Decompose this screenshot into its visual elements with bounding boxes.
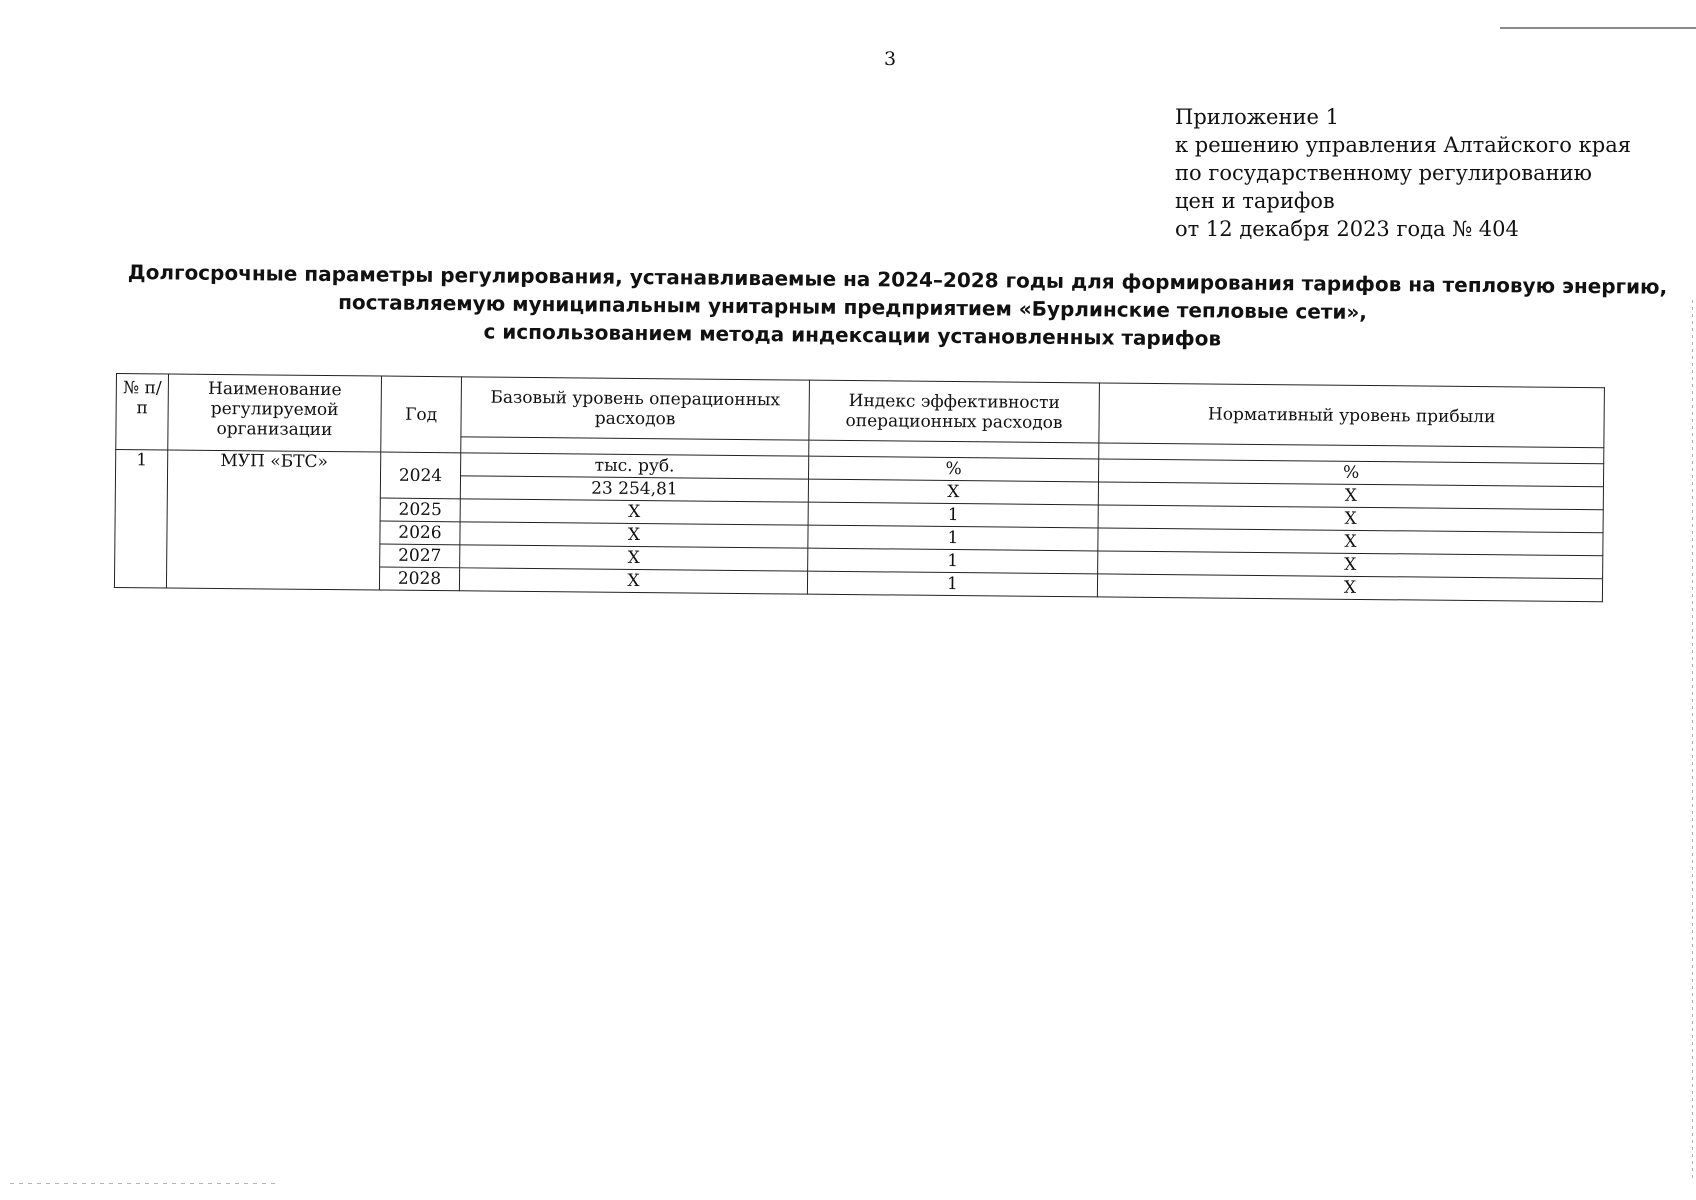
page-number: 3 [883,48,897,70]
appendix-line: цен и тарифов [1175,189,1335,213]
unit-efficiency-index: % [809,456,1099,482]
year-cell: 2024 [380,452,460,499]
parameters-table-wrapper [114,373,1604,602]
year-cell: 2028 [379,567,459,591]
unit-base-level: тыс. руб. [461,453,809,479]
scan-artifact-bottom [10,1183,280,1184]
header-profit-level: Нормативный уровень прибыли [1099,383,1605,448]
base-level-cell: Х [460,522,808,548]
parameters-table [114,373,1605,602]
header-year: Год [381,376,462,453]
org-name: МУП «БТС» [166,450,380,590]
base-level-cell: 23 254,81 [460,476,808,502]
profit-level-cell: Х [1098,482,1603,510]
base-level-cell: Х [459,568,807,594]
header-efficiency-index: Индекс эффективности операционных расходов [809,380,1100,443]
profit-level-cell: Х [1097,574,1602,602]
efficiency-index-cell: 1 [807,571,1097,597]
header-base-level: Базовый уровень операционных расходов [461,377,810,440]
profit-level-cell: Х [1098,505,1603,533]
year-cell: 2026 [380,521,460,545]
header-number: № п/п [116,374,169,450]
title-line: с использованием метода индексации установленных тарифов [483,319,1222,351]
efficiency-index-cell: Х [808,479,1098,505]
efficiency-index-cell: 1 [808,502,1098,528]
table-header-row [116,374,1605,448]
appendix-line: к решению управления Алтайского края [1175,133,1631,157]
year-cell: 2025 [380,498,460,522]
appendix-line: по государственному регулированию [1175,161,1592,185]
scan-artifact-right [1692,300,1693,1180]
year-cell: 2027 [380,544,460,568]
profit-level-cell: Х [1098,528,1603,556]
base-level-cell: Х [460,499,808,525]
appendix-line: от 12 декабря 2023 года № 404 [1175,217,1519,241]
unit-profit-level: % [1098,459,1603,487]
org-number: 1 [114,450,167,588]
header-organization: Наименование регулируемой организации [168,374,382,452]
document-title [127,258,1668,356]
appendix-line: Приложение 1 [1175,105,1339,129]
efficiency-index-cell: 1 [808,548,1098,574]
title-line: поставляемую муниципальным унитарным предприятием «Бурлинские тепловые сети», [338,290,1368,324]
efficiency-index-cell: 1 [808,525,1098,551]
title-line: Долгосрочные параметры регулирования, устанавливаемые на 2024–2028 годы для формирования тарифов на тепловую энергию, [127,259,1668,299]
appendix-block [1175,103,1635,243]
profit-level-cell: Х [1098,551,1603,579]
base-level-cell: Х [460,545,808,571]
scan-artifact-top [1500,27,1696,29]
